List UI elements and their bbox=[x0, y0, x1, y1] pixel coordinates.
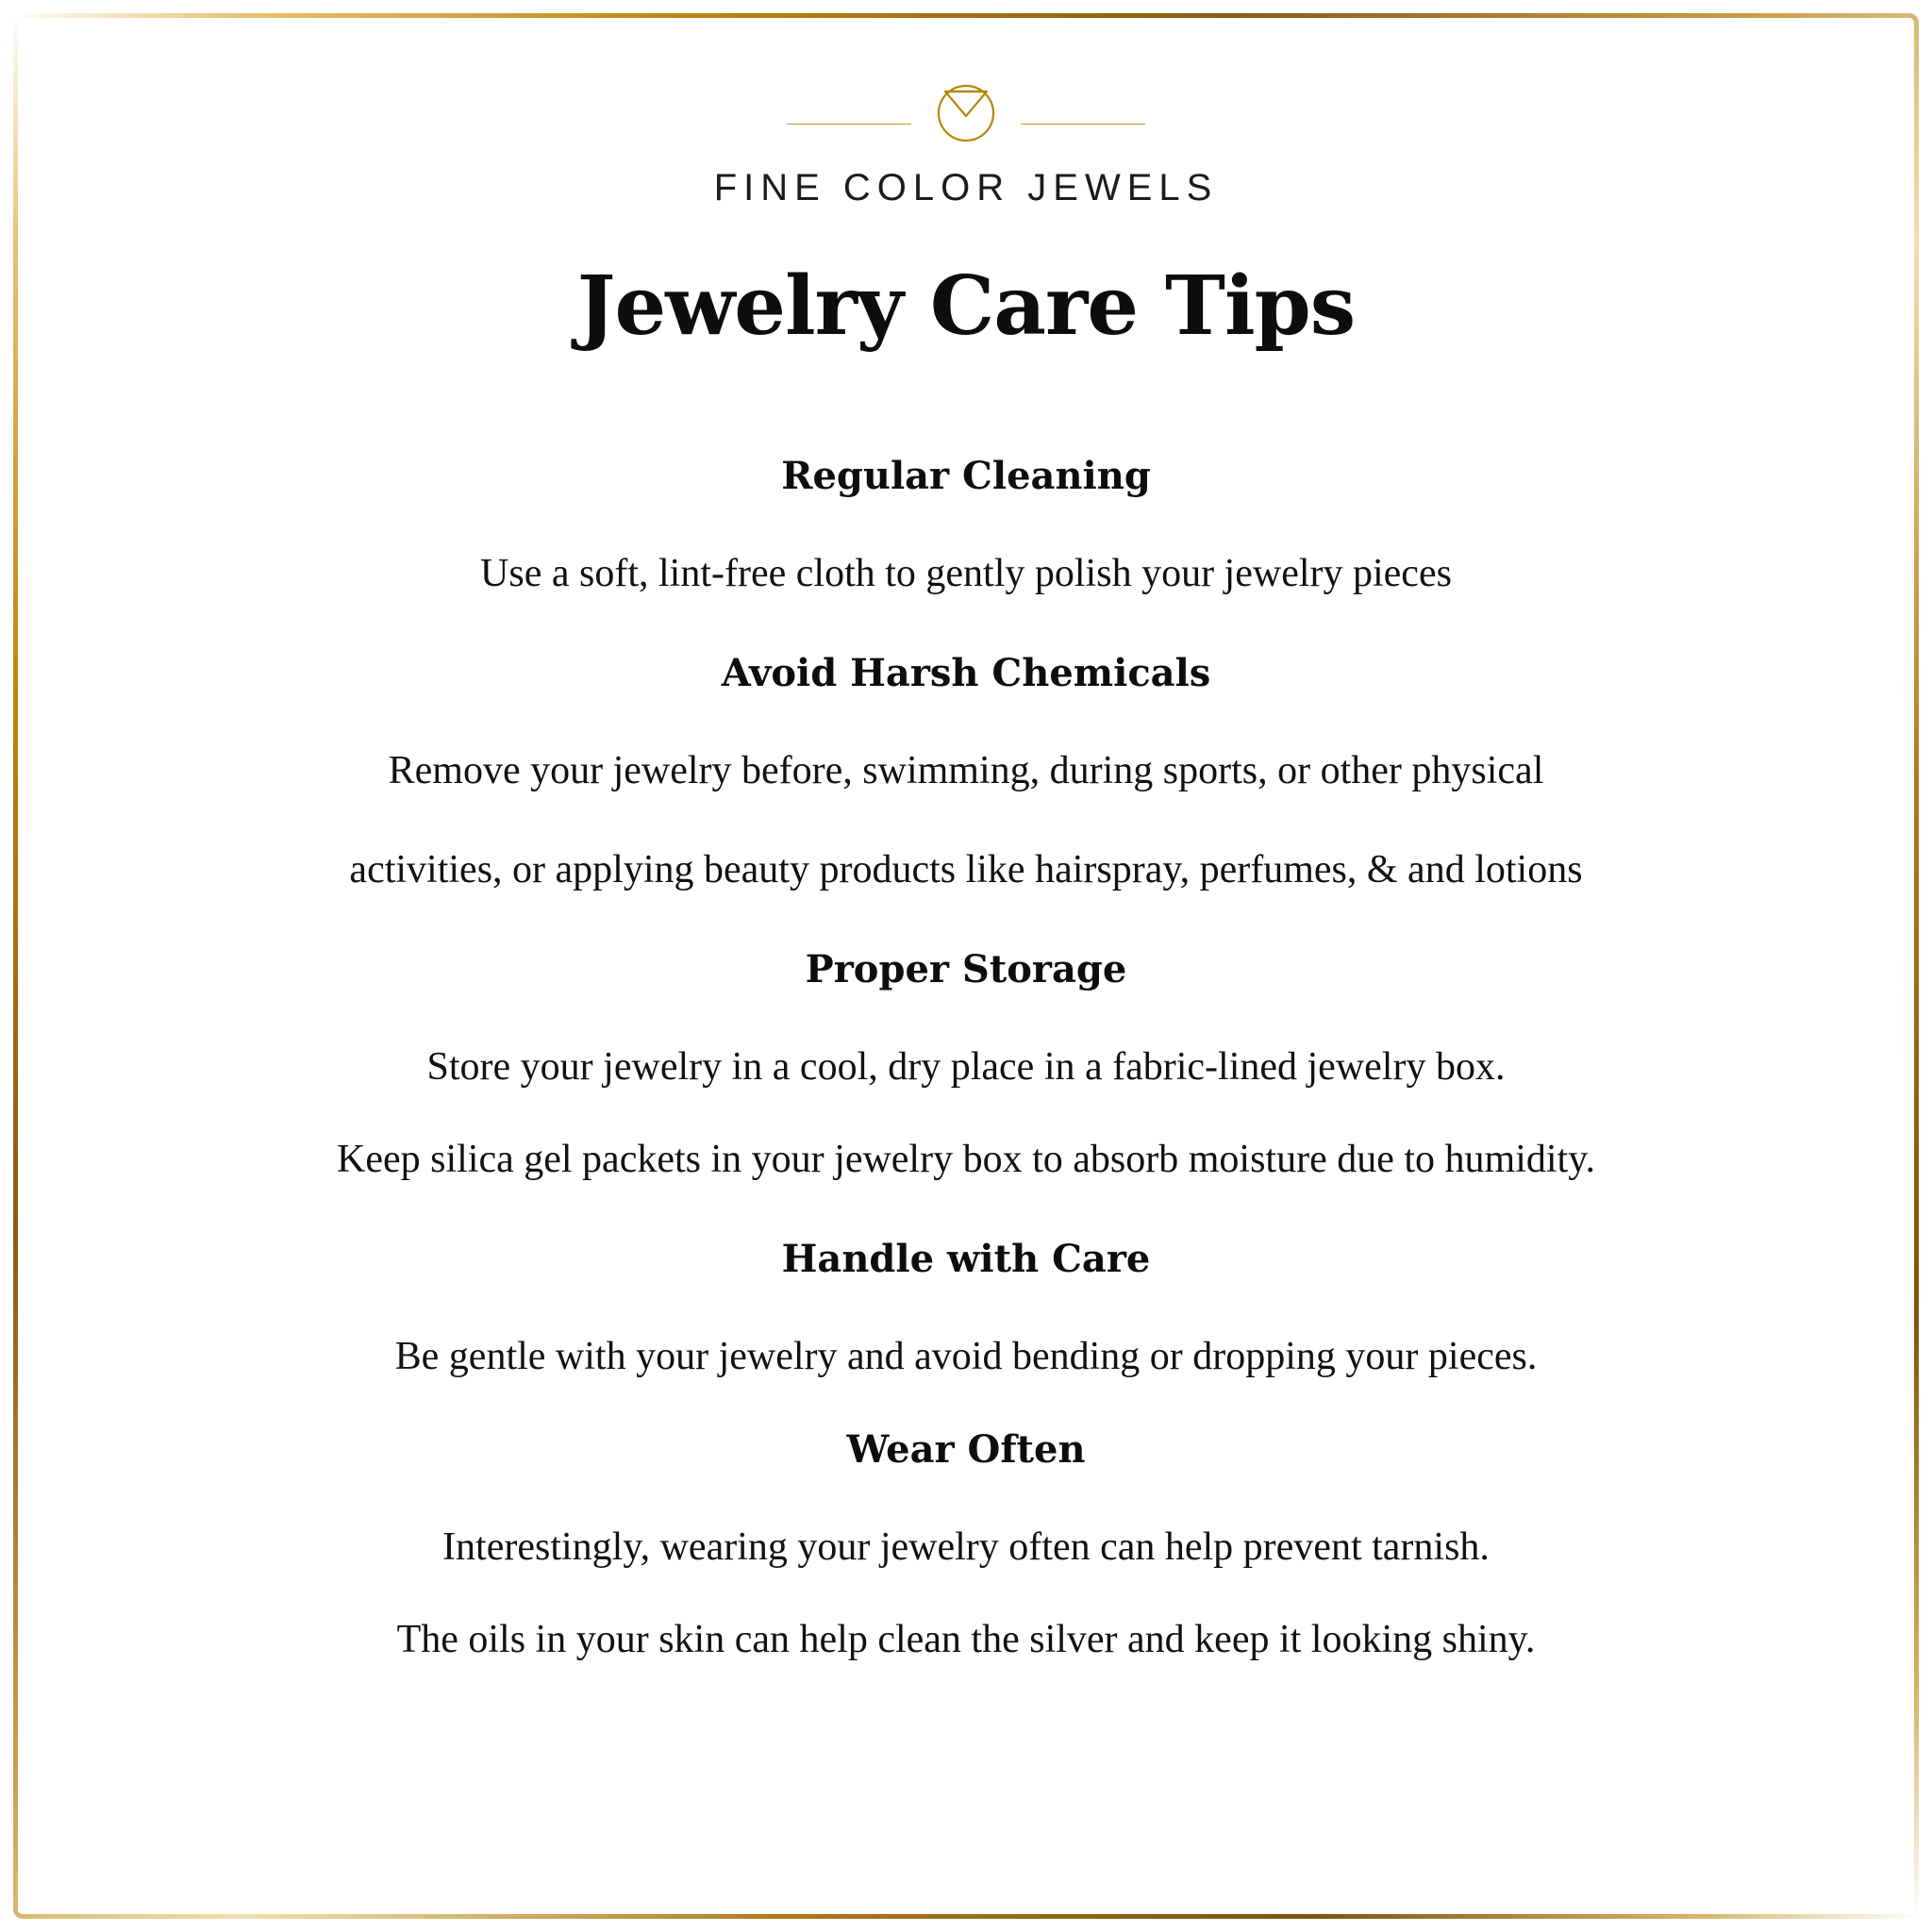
tip-section-regular-cleaning bbox=[75, 454, 1857, 596]
spacer bbox=[75, 1570, 1857, 1617]
tip-section-handle-with-care bbox=[75, 1237, 1857, 1379]
spacer bbox=[75, 596, 1857, 651]
spacer bbox=[75, 1281, 1857, 1334]
spacer bbox=[75, 695, 1857, 748]
tip-line: Use a soft, lint-free cloth to gently polish your jewelry pieces bbox=[480, 552, 1452, 595]
spacer bbox=[75, 794, 1857, 847]
gold-border-frame bbox=[13, 13, 1919, 1919]
spacer bbox=[75, 1380, 1857, 1427]
brand-name: FINE COLOR JEWELS bbox=[713, 167, 1219, 208]
logo-divider-left bbox=[787, 124, 911, 125]
tip-heading: Wear Often bbox=[846, 1426, 1086, 1472]
spacer bbox=[75, 498, 1857, 551]
logo-divider-right bbox=[1021, 124, 1145, 125]
brand-header bbox=[75, 71, 1857, 209]
spacer bbox=[75, 1472, 1857, 1524]
tip-line: Interestingly, wearing your jewelry often can help prevent tarnish. bbox=[442, 1524, 1490, 1569]
page-title: Jewelry Care Tips bbox=[576, 258, 1356, 354]
tip-line: Store your jewelry in a cool, dry place in a fabric-lined jewelry box. bbox=[426, 1044, 1506, 1089]
tip-line: activities, or applying beauty products like hairspray, perfumes, & and lotions bbox=[349, 847, 1583, 891]
tips-list bbox=[75, 407, 1857, 1662]
spacer bbox=[75, 1090, 1857, 1137]
tip-line: Be gentle with your jewelry and avoid bending or dropping your pieces. bbox=[394, 1335, 1538, 1379]
page-content bbox=[18, 18, 1914, 1914]
tip-line: The oils in your skin can help clean the silver and keep it looking shiny. bbox=[396, 1618, 1536, 1662]
spacer bbox=[75, 407, 1857, 454]
tip-line: Keep silica gel packets in your jewelry box to absorb moisture due to humidity. bbox=[337, 1138, 1595, 1182]
tip-heading: Regular Cleaning bbox=[781, 454, 1151, 498]
tip-section-avoid-harsh-chemicals bbox=[75, 651, 1857, 892]
logo-mark bbox=[75, 71, 1857, 152]
tip-heading: Proper Storage bbox=[805, 946, 1127, 991]
tip-section-proper-storage bbox=[75, 947, 1857, 1183]
spacer bbox=[75, 892, 1857, 947]
spacer bbox=[75, 1182, 1857, 1237]
spacer bbox=[75, 991, 1857, 1044]
diamond-gem-icon bbox=[921, 71, 1011, 152]
tip-heading: Handle with Care bbox=[781, 1237, 1151, 1282]
tip-section-wear-often bbox=[75, 1427, 1857, 1663]
tip-line: Remove your jewelry before, swimming, during sports, or other physical bbox=[388, 749, 1544, 793]
tip-heading: Avoid Harsh Chemicals bbox=[721, 651, 1211, 696]
